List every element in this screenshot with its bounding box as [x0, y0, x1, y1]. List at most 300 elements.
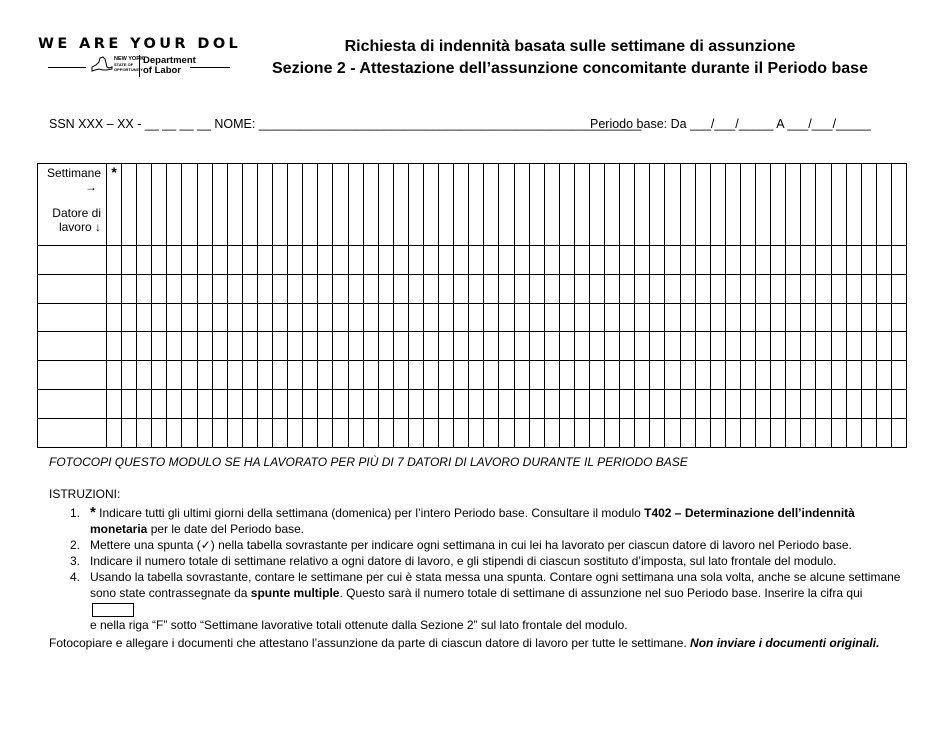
week-date-cell[interactable]: [227, 164, 242, 246]
week-check-cell[interactable]: [469, 246, 484, 275]
week-check-cell[interactable]: [529, 418, 544, 447]
week-check-cell[interactable]: [122, 361, 137, 390]
week-check-cell[interactable]: [137, 274, 152, 303]
week-check-cell[interactable]: [454, 332, 469, 361]
week-check-cell[interactable]: [605, 389, 620, 418]
week-check-cell[interactable]: [348, 274, 363, 303]
week-check-cell[interactable]: [167, 361, 182, 390]
week-check-cell[interactable]: [122, 418, 137, 447]
week-check-cell[interactable]: [786, 332, 801, 361]
week-check-cell[interactable]: [665, 274, 680, 303]
week-check-cell[interactable]: [242, 303, 257, 332]
week-check-cell[interactable]: [559, 246, 574, 275]
week-check-cell[interactable]: [333, 361, 348, 390]
week-check-cell[interactable]: [197, 332, 212, 361]
week-check-cell[interactable]: [333, 303, 348, 332]
week-check-cell[interactable]: [227, 246, 242, 275]
ssn-name-field[interactable]: SSN XXX – XX - __ __ __ __ NOME: _______________________________________________________: [49, 117, 642, 131]
week-check-cell[interactable]: [620, 274, 635, 303]
week-check-cell[interactable]: [439, 361, 454, 390]
week-check-cell[interactable]: [876, 418, 891, 447]
week-check-cell[interactable]: [303, 332, 318, 361]
week-check-cell[interactable]: [439, 274, 454, 303]
week-check-cell[interactable]: [167, 332, 182, 361]
week-check-cell[interactable]: [257, 246, 272, 275]
week-check-cell[interactable]: [348, 418, 363, 447]
week-check-cell[interactable]: [590, 332, 605, 361]
week-check-cell[interactable]: [439, 332, 454, 361]
week-check-cell[interactable]: [167, 274, 182, 303]
week-check-cell[interactable]: [137, 303, 152, 332]
week-check-cell[interactable]: [152, 361, 167, 390]
week-check-cell[interactable]: [393, 361, 408, 390]
week-check-cell[interactable]: [212, 361, 227, 390]
week-check-cell[interactable]: [152, 303, 167, 332]
week-check-cell[interactable]: [107, 246, 122, 275]
week-check-cell[interactable]: [725, 246, 740, 275]
week-check-cell[interactable]: [665, 389, 680, 418]
week-date-cell[interactable]: [182, 164, 197, 246]
week-check-cell[interactable]: [876, 274, 891, 303]
week-check-cell[interactable]: [423, 246, 438, 275]
week-check-cell[interactable]: [378, 303, 393, 332]
week-check-cell[interactable]: [861, 418, 876, 447]
week-date-cell[interactable]: [725, 164, 740, 246]
week-check-cell[interactable]: [574, 418, 589, 447]
week-check-cell[interactable]: [544, 274, 559, 303]
week-check-cell[interactable]: [801, 389, 816, 418]
week-check-cell[interactable]: [529, 246, 544, 275]
week-check-cell[interactable]: [288, 418, 303, 447]
week-check-cell[interactable]: [469, 274, 484, 303]
week-check-cell[interactable]: [801, 246, 816, 275]
week-check-cell[interactable]: [816, 274, 831, 303]
week-check-cell[interactable]: [514, 274, 529, 303]
week-date-cell[interactable]: [454, 164, 469, 246]
week-check-cell[interactable]: [559, 418, 574, 447]
week-check-cell[interactable]: [650, 418, 665, 447]
week-check-cell[interactable]: [107, 303, 122, 332]
week-check-cell[interactable]: [635, 418, 650, 447]
week-check-cell[interactable]: [469, 332, 484, 361]
week-check-cell[interactable]: [574, 246, 589, 275]
week-date-cell[interactable]: [846, 164, 861, 246]
week-check-cell[interactable]: [891, 303, 906, 332]
week-check-cell[interactable]: [348, 246, 363, 275]
week-check-cell[interactable]: [831, 303, 846, 332]
week-check-cell[interactable]: [333, 418, 348, 447]
week-check-cell[interactable]: [137, 246, 152, 275]
week-check-cell[interactable]: [318, 389, 333, 418]
week-check-cell[interactable]: [484, 274, 499, 303]
week-check-cell[interactable]: [544, 246, 559, 275]
week-date-cell[interactable]: [514, 164, 529, 246]
week-check-cell[interactable]: [257, 389, 272, 418]
week-check-cell[interactable]: [242, 361, 257, 390]
week-check-cell[interactable]: [891, 274, 906, 303]
week-check-cell[interactable]: [454, 389, 469, 418]
week-date-cell[interactable]: [197, 164, 212, 246]
week-date-cell[interactable]: [740, 164, 755, 246]
employer-name-cell[interactable]: [38, 389, 107, 418]
employer-name-cell[interactable]: [38, 303, 107, 332]
week-check-cell[interactable]: [695, 332, 710, 361]
week-check-cell[interactable]: [393, 246, 408, 275]
week-check-cell[interactable]: [695, 274, 710, 303]
week-check-cell[interactable]: [891, 332, 906, 361]
week-check-cell[interactable]: [242, 274, 257, 303]
week-check-cell[interactable]: [831, 361, 846, 390]
week-check-cell[interactable]: [197, 303, 212, 332]
week-check-cell[interactable]: [152, 418, 167, 447]
employer-name-cell[interactable]: [38, 332, 107, 361]
week-check-cell[interactable]: [650, 361, 665, 390]
week-check-cell[interactable]: [574, 389, 589, 418]
week-check-cell[interactable]: [212, 418, 227, 447]
week-date-cell[interactable]: [544, 164, 559, 246]
week-check-cell[interactable]: [680, 332, 695, 361]
employer-name-cell[interactable]: [38, 418, 107, 447]
week-check-cell[interactable]: [695, 246, 710, 275]
week-check-cell[interactable]: [122, 246, 137, 275]
week-check-cell[interactable]: [574, 332, 589, 361]
week-date-cell[interactable]: [605, 164, 620, 246]
week-check-cell[interactable]: [423, 418, 438, 447]
week-check-cell[interactable]: [363, 418, 378, 447]
week-date-cell[interactable]: [665, 164, 680, 246]
week-check-cell[interactable]: [650, 303, 665, 332]
week-check-cell[interactable]: [710, 303, 725, 332]
week-check-cell[interactable]: [756, 332, 771, 361]
week-check-cell[interactable]: [439, 389, 454, 418]
week-check-cell[interactable]: [786, 389, 801, 418]
week-check-cell[interactable]: [801, 361, 816, 390]
week-check-cell[interactable]: [152, 389, 167, 418]
week-check-cell[interactable]: [725, 332, 740, 361]
week-check-cell[interactable]: [182, 389, 197, 418]
week-check-cell[interactable]: [514, 418, 529, 447]
week-check-cell[interactable]: [786, 246, 801, 275]
week-check-cell[interactable]: [408, 389, 423, 418]
week-check-cell[interactable]: [831, 274, 846, 303]
week-check-cell[interactable]: [499, 361, 514, 390]
week-check-cell[interactable]: [590, 389, 605, 418]
week-check-cell[interactable]: [363, 246, 378, 275]
week-check-cell[interactable]: [288, 274, 303, 303]
week-check-cell[interactable]: [635, 361, 650, 390]
week-check-cell[interactable]: [303, 361, 318, 390]
week-check-cell[interactable]: [182, 246, 197, 275]
week-check-cell[interactable]: [212, 389, 227, 418]
week-check-cell[interactable]: [378, 274, 393, 303]
week-check-cell[interactable]: [771, 274, 786, 303]
week-check-cell[interactable]: [288, 303, 303, 332]
week-check-cell[interactable]: [891, 418, 906, 447]
week-date-cell[interactable]: [710, 164, 725, 246]
week-check-cell[interactable]: [710, 418, 725, 447]
week-check-cell[interactable]: [876, 332, 891, 361]
week-check-cell[interactable]: [801, 418, 816, 447]
week-date-cell[interactable]: [574, 164, 589, 246]
week-check-cell[interactable]: [680, 418, 695, 447]
week-check-cell[interactable]: [831, 246, 846, 275]
week-check-cell[interactable]: [182, 361, 197, 390]
week-date-cell[interactable]: [680, 164, 695, 246]
week-check-cell[interactable]: [786, 274, 801, 303]
week-check-cell[interactable]: [212, 246, 227, 275]
week-check-cell[interactable]: [771, 361, 786, 390]
week-check-cell[interactable]: [710, 361, 725, 390]
week-check-cell[interactable]: [137, 332, 152, 361]
week-check-cell[interactable]: [303, 418, 318, 447]
week-check-cell[interactable]: [861, 303, 876, 332]
week-check-cell[interactable]: [107, 418, 122, 447]
week-check-cell[interactable]: [544, 389, 559, 418]
week-check-cell[interactable]: [484, 332, 499, 361]
week-date-cell[interactable]: [635, 164, 650, 246]
week-check-cell[interactable]: [303, 389, 318, 418]
week-check-cell[interactable]: [469, 418, 484, 447]
week-check-cell[interactable]: [680, 274, 695, 303]
week-check-cell[interactable]: [257, 361, 272, 390]
week-check-cell[interactable]: [318, 274, 333, 303]
week-date-cell[interactable]: [152, 164, 167, 246]
week-check-cell[interactable]: [378, 332, 393, 361]
week-check-cell[interactable]: [122, 332, 137, 361]
week-check-cell[interactable]: [846, 246, 861, 275]
week-check-cell[interactable]: [756, 389, 771, 418]
week-date-cell[interactable]: [378, 164, 393, 246]
week-check-cell[interactable]: [801, 274, 816, 303]
week-check-cell[interactable]: [227, 332, 242, 361]
week-check-cell[interactable]: [695, 361, 710, 390]
week-date-cell[interactable]: [333, 164, 348, 246]
week-check-cell[interactable]: [499, 303, 514, 332]
week-date-cell[interactable]: [891, 164, 906, 246]
week-check-cell[interactable]: [891, 389, 906, 418]
week-check-cell[interactable]: [861, 389, 876, 418]
week-check-cell[interactable]: [620, 332, 635, 361]
week-date-cell[interactable]: [801, 164, 816, 246]
week-check-cell[interactable]: [197, 246, 212, 275]
week-date-cell[interactable]: [242, 164, 257, 246]
week-check-cell[interactable]: [635, 246, 650, 275]
week-check-cell[interactable]: [846, 418, 861, 447]
week-check-cell[interactable]: [725, 303, 740, 332]
week-check-cell[interactable]: [197, 418, 212, 447]
week-check-cell[interactable]: [620, 303, 635, 332]
week-date-cell[interactable]: [876, 164, 891, 246]
week-date-cell[interactable]: [212, 164, 227, 246]
employer-name-cell[interactable]: [38, 361, 107, 390]
week-check-cell[interactable]: [454, 303, 469, 332]
week-check-cell[interactable]: [378, 246, 393, 275]
week-check-cell[interactable]: [529, 303, 544, 332]
week-check-cell[interactable]: [710, 246, 725, 275]
week-check-cell[interactable]: [861, 332, 876, 361]
week-check-cell[interactable]: [408, 246, 423, 275]
week-check-cell[interactable]: [861, 361, 876, 390]
week-check-cell[interactable]: [363, 274, 378, 303]
week-check-cell[interactable]: [740, 246, 755, 275]
week-check-cell[interactable]: [831, 389, 846, 418]
week-check-cell[interactable]: [786, 303, 801, 332]
week-check-cell[interactable]: [273, 332, 288, 361]
week-check-cell[interactable]: [454, 246, 469, 275]
week-check-cell[interactable]: [363, 389, 378, 418]
week-check-cell[interactable]: [529, 389, 544, 418]
week-check-cell[interactable]: [590, 418, 605, 447]
week-check-cell[interactable]: [318, 332, 333, 361]
week-check-cell[interactable]: [740, 418, 755, 447]
week-check-cell[interactable]: [635, 303, 650, 332]
week-check-cell[interactable]: [273, 246, 288, 275]
week-check-cell[interactable]: [288, 389, 303, 418]
week-check-cell[interactable]: [876, 303, 891, 332]
week-check-cell[interactable]: [167, 303, 182, 332]
week-date-cell[interactable]: [650, 164, 665, 246]
week-date-cell[interactable]: [257, 164, 272, 246]
week-check-cell[interactable]: [273, 418, 288, 447]
week-check-cell[interactable]: [469, 361, 484, 390]
week-check-cell[interactable]: [182, 274, 197, 303]
week-check-cell[interactable]: [484, 246, 499, 275]
week-check-cell[interactable]: [408, 274, 423, 303]
week-check-cell[interactable]: [740, 332, 755, 361]
week-check-cell[interactable]: [710, 274, 725, 303]
week-check-cell[interactable]: [650, 246, 665, 275]
week-check-cell[interactable]: [590, 274, 605, 303]
week-date-cell[interactable]: [529, 164, 544, 246]
week-check-cell[interactable]: [605, 246, 620, 275]
week-check-cell[interactable]: [635, 274, 650, 303]
week-check-cell[interactable]: [439, 246, 454, 275]
week-check-cell[interactable]: [152, 274, 167, 303]
week-check-cell[interactable]: [725, 389, 740, 418]
week-date-cell[interactable]: [303, 164, 318, 246]
week-check-cell[interactable]: [484, 361, 499, 390]
week-check-cell[interactable]: [846, 332, 861, 361]
week-check-cell[interactable]: [484, 389, 499, 418]
week-check-cell[interactable]: [590, 361, 605, 390]
week-check-cell[interactable]: [514, 303, 529, 332]
week-check-cell[interactable]: [242, 246, 257, 275]
week-check-cell[interactable]: [861, 274, 876, 303]
week-check-cell[interactable]: [816, 303, 831, 332]
week-check-cell[interactable]: [620, 389, 635, 418]
week-check-cell[interactable]: [348, 303, 363, 332]
week-check-cell[interactable]: [408, 418, 423, 447]
week-check-cell[interactable]: [725, 361, 740, 390]
week-check-cell[interactable]: [771, 246, 786, 275]
week-check-cell[interactable]: [408, 361, 423, 390]
week-date-cell[interactable]: [167, 164, 182, 246]
total-weeks-input-box[interactable]: [92, 603, 134, 617]
week-check-cell[interactable]: [544, 332, 559, 361]
week-check-cell[interactable]: [423, 332, 438, 361]
week-check-cell[interactable]: [786, 418, 801, 447]
week-date-cell[interactable]: [499, 164, 514, 246]
week-check-cell[interactable]: [831, 332, 846, 361]
week-check-cell[interactable]: [423, 303, 438, 332]
week-check-cell[interactable]: [182, 303, 197, 332]
week-check-cell[interactable]: [318, 418, 333, 447]
week-check-cell[interactable]: [680, 303, 695, 332]
week-date-cell[interactable]: [393, 164, 408, 246]
week-check-cell[interactable]: [152, 332, 167, 361]
week-date-cell[interactable]: [756, 164, 771, 246]
week-check-cell[interactable]: [771, 418, 786, 447]
week-check-cell[interactable]: [514, 361, 529, 390]
week-check-cell[interactable]: [454, 361, 469, 390]
week-check-cell[interactable]: [559, 361, 574, 390]
week-check-cell[interactable]: [514, 332, 529, 361]
week-check-cell[interactable]: [771, 389, 786, 418]
week-check-cell[interactable]: [303, 303, 318, 332]
week-check-cell[interactable]: [635, 389, 650, 418]
week-check-cell[interactable]: [107, 274, 122, 303]
week-check-cell[interactable]: [876, 246, 891, 275]
week-check-cell[interactable]: [499, 274, 514, 303]
week-check-cell[interactable]: [740, 274, 755, 303]
week-check-cell[interactable]: [710, 332, 725, 361]
week-check-cell[interactable]: [559, 274, 574, 303]
week-check-cell[interactable]: [408, 332, 423, 361]
week-check-cell[interactable]: [454, 418, 469, 447]
week-date-cell[interactable]: [348, 164, 363, 246]
week-check-cell[interactable]: [122, 303, 137, 332]
week-check-cell[interactable]: [242, 389, 257, 418]
week-check-cell[interactable]: [484, 303, 499, 332]
week-check-cell[interactable]: [861, 246, 876, 275]
week-check-cell[interactable]: [273, 303, 288, 332]
week-check-cell[interactable]: [137, 418, 152, 447]
week-check-cell[interactable]: [227, 418, 242, 447]
week-check-cell[interactable]: [876, 389, 891, 418]
week-check-cell[interactable]: [695, 389, 710, 418]
week-check-cell[interactable]: [348, 332, 363, 361]
week-check-cell[interactable]: [423, 389, 438, 418]
week-date-cell[interactable]: [408, 164, 423, 246]
week-date-cell[interactable]: [423, 164, 438, 246]
week-check-cell[interactable]: [393, 389, 408, 418]
employer-name-cell[interactable]: [38, 246, 107, 275]
week-check-cell[interactable]: [182, 332, 197, 361]
week-check-cell[interactable]: [650, 274, 665, 303]
week-date-cell[interactable]: [363, 164, 378, 246]
week-date-cell[interactable]: [439, 164, 454, 246]
week-check-cell[interactable]: [348, 361, 363, 390]
week-check-cell[interactable]: [227, 303, 242, 332]
week-check-cell[interactable]: [499, 418, 514, 447]
week-check-cell[interactable]: [650, 389, 665, 418]
week-check-cell[interactable]: [393, 418, 408, 447]
week-check-cell[interactable]: [665, 303, 680, 332]
week-check-cell[interactable]: [665, 418, 680, 447]
week-check-cell[interactable]: [408, 303, 423, 332]
week-check-cell[interactable]: [288, 332, 303, 361]
week-check-cell[interactable]: [514, 246, 529, 275]
week-check-cell[interactable]: [257, 332, 272, 361]
week-check-cell[interactable]: [137, 389, 152, 418]
week-check-cell[interactable]: [846, 389, 861, 418]
week-check-cell[interactable]: [423, 274, 438, 303]
week-check-cell[interactable]: [529, 332, 544, 361]
week-check-cell[interactable]: [197, 389, 212, 418]
week-date-cell[interactable]: [559, 164, 574, 246]
week-check-cell[interactable]: [439, 418, 454, 447]
week-check-cell[interactable]: [695, 303, 710, 332]
